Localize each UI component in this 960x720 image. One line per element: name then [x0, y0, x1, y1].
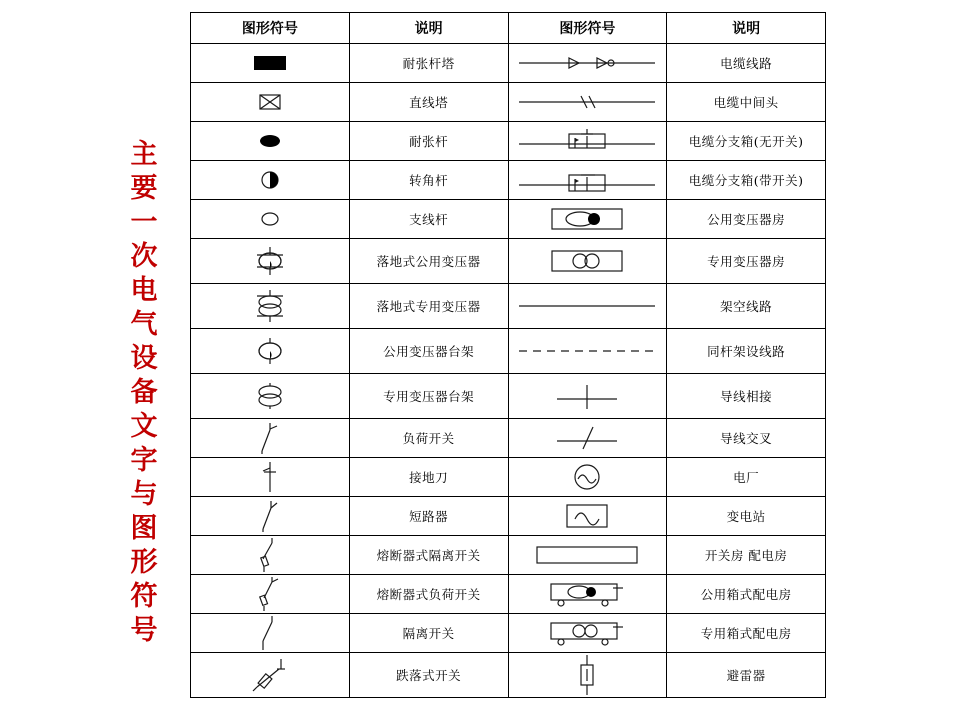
symbol-description: 短路器: [349, 497, 508, 536]
symbol-description: 熔断器式隔离开关: [349, 536, 508, 575]
symbol-description: 隔离开关: [349, 614, 508, 653]
symbol-description: 电缆分支箱(带开关): [667, 161, 826, 200]
drop-out-fuse-icon: [191, 653, 350, 698]
symbol-description: 公用变压器台架: [349, 329, 508, 374]
wire-connection-icon: [508, 374, 667, 419]
header-desc-left: 说明: [349, 13, 508, 44]
symbol-description: 架空线路: [667, 284, 826, 329]
table-row: [191, 284, 826, 329]
ground-private-transformer-icon: [191, 284, 350, 329]
ground-public-transformer-icon: [191, 239, 350, 284]
symbol-description: 跌落式开关: [349, 653, 508, 698]
table-row: [191, 83, 826, 122]
electrical-symbol-table: [190, 12, 826, 698]
wire-crossing-icon: [508, 419, 667, 458]
symbol-description: 直线塔: [349, 83, 508, 122]
filled-ellipse-icon: [191, 122, 350, 161]
short-circuiter-icon: [191, 497, 350, 536]
symbol-description: 电缆中间头: [667, 83, 826, 122]
vertical-title-char: 字: [130, 445, 158, 476]
symbol-description: 专用变压器房: [667, 239, 826, 284]
table-header: [191, 13, 826, 44]
vertical-title-char: 电: [130, 275, 158, 306]
same-pole-line-icon: [508, 329, 667, 374]
vertical-title-char: 文: [130, 411, 158, 442]
isolating-switch-icon: [191, 614, 350, 653]
vertical-title-char: 气: [130, 309, 158, 340]
open-circle-icon: [191, 200, 350, 239]
crossed-square-icon: [191, 83, 350, 122]
slide-vertical-title: [112, 138, 176, 648]
symbol-description: 落地式公用变压器: [349, 239, 508, 284]
private-box-distribution-icon: [508, 614, 667, 653]
arrester-icon: [508, 653, 667, 698]
table-row: [191, 200, 826, 239]
symbol-description: 落地式专用变压器: [349, 284, 508, 329]
symbol-description: 支线杆: [349, 200, 508, 239]
symbol-description: 开关房 配电房: [667, 536, 826, 575]
table-row: [191, 458, 826, 497]
table-row: [191, 44, 826, 83]
header-desc-right: 说明: [667, 13, 826, 44]
vertical-title-char: 次: [130, 241, 158, 272]
symbol-description: 接地刀: [349, 458, 508, 497]
symbol-description: 耐张杆塔: [349, 44, 508, 83]
symbol-description: 专用箱式配电房: [667, 614, 826, 653]
table-row: [191, 374, 826, 419]
symbol-description: 导线相接: [667, 374, 826, 419]
symbol-description: 变电站: [667, 497, 826, 536]
vertical-title-char: 与: [130, 479, 158, 510]
public-box-distribution-icon: [508, 575, 667, 614]
cable-joint-icon: [508, 83, 667, 122]
power-plant-icon: [508, 458, 667, 497]
private-transformer-room-icon: [508, 239, 667, 284]
vertical-title-char: 要: [130, 173, 158, 204]
table-body: [191, 44, 826, 698]
public-transformer-rack-icon: [191, 329, 350, 374]
cable-line-icon: [508, 44, 667, 83]
table-row: [191, 536, 826, 575]
vertical-title-char: 符: [130, 581, 158, 612]
table-row: [191, 239, 826, 284]
table-row: [191, 161, 826, 200]
table-row: [191, 653, 826, 698]
earthing-knife-icon: [191, 458, 350, 497]
public-transformer-room-icon: [508, 200, 667, 239]
fuse-isolating-switch-icon: [191, 536, 350, 575]
switch-room-icon: [508, 536, 667, 575]
header-row: [191, 13, 826, 44]
symbol-description: 公用变压器房: [667, 200, 826, 239]
load-switch-icon: [191, 419, 350, 458]
symbol-description: 电厂: [667, 458, 826, 497]
vertical-title-char: 号: [130, 615, 158, 646]
half-filled-circle-icon: [191, 161, 350, 200]
table-row: [191, 419, 826, 458]
vertical-title-char: 设: [130, 343, 158, 374]
vertical-title-char: 形: [130, 547, 158, 578]
vertical-title-char: 备: [130, 377, 158, 408]
header-symbol-right: 图形符号: [508, 13, 667, 44]
overhead-line-icon: [508, 284, 667, 329]
branch-box-no-switch-icon: [508, 122, 667, 161]
symbol-description: 耐张杆: [349, 122, 508, 161]
symbol-description: 导线交叉: [667, 419, 826, 458]
table-row: [191, 122, 826, 161]
symbol-description: 电缆分支箱(无开关): [667, 122, 826, 161]
vertical-title-char: 图: [130, 513, 158, 544]
table-row: [191, 329, 826, 374]
vertical-title-char: 一: [130, 207, 158, 238]
branch-box-with-switch-icon: [508, 161, 667, 200]
symbol-description: 电缆线路: [667, 44, 826, 83]
symbol-description: 公用箱式配电房: [667, 575, 826, 614]
vertical-title-char: 主: [130, 139, 158, 170]
private-transformer-rack-icon: [191, 374, 350, 419]
table-row: [191, 575, 826, 614]
header-symbol-left: 图形符号: [191, 13, 350, 44]
table-row: [191, 614, 826, 653]
table-row: [191, 497, 826, 536]
symbol-description: 熔断器式负荷开关: [349, 575, 508, 614]
symbol-description: 避雷器: [667, 653, 826, 698]
symbol-description: 转角杆: [349, 161, 508, 200]
filled-rectangle-icon: [191, 44, 350, 83]
symbol-description: 专用变压器台架: [349, 374, 508, 419]
symbol-description: 负荷开关: [349, 419, 508, 458]
symbol-description: 同杆架设线路: [667, 329, 826, 374]
fuse-load-switch-icon: [191, 575, 350, 614]
substation-icon: [508, 497, 667, 536]
